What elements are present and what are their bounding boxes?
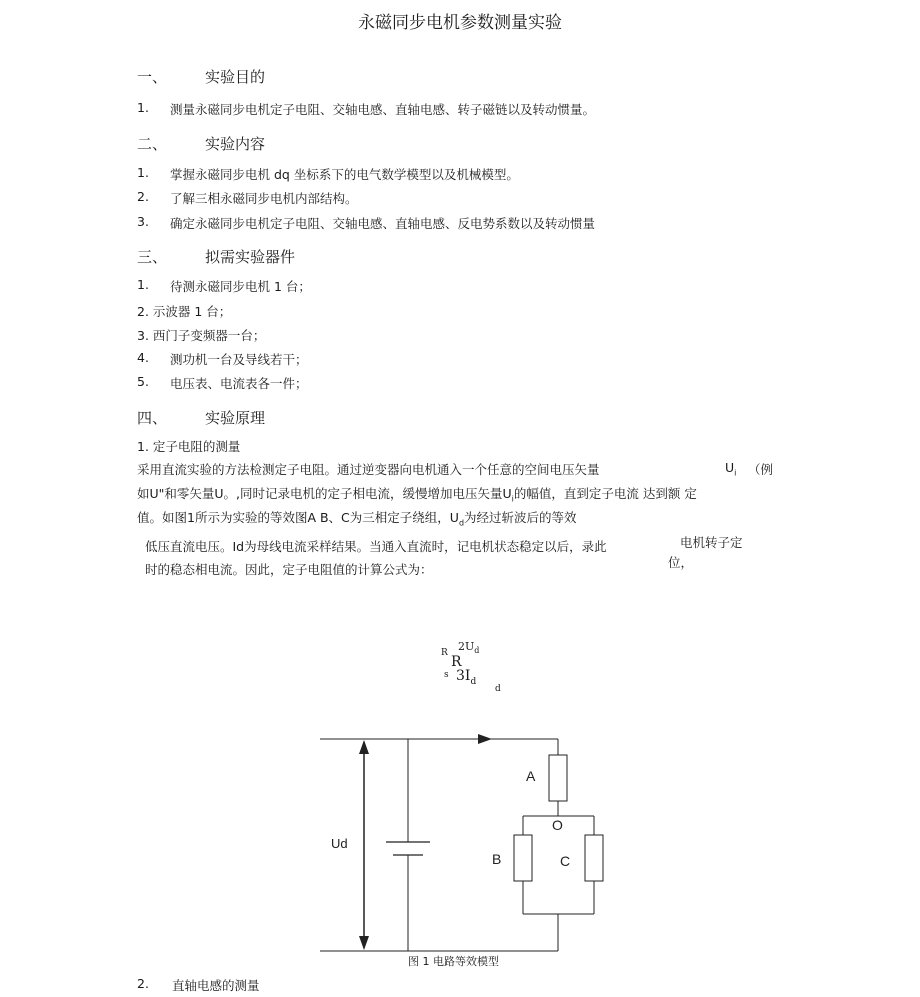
label-b: B <box>492 851 502 867</box>
formula-big-r: R <box>451 654 462 670</box>
section-3-item-4-number: 4. <box>137 350 149 365</box>
principle-line-3: 值。如图1所示为实验的等效图A B、C为三相定子绕组，$U_d$为经过斩波后的等效 <box>137 510 577 528</box>
subsection-2-number: 2. <box>137 976 149 991</box>
section-1-item-1-number: 1. <box>137 100 149 115</box>
section-2-item-1-text: 掌握永磁同步电机 dq 坐标系下的电气数学模型以及机械模型。 <box>170 167 519 182</box>
winding-a <box>549 755 567 801</box>
section-3-title: 拟需实验器件 <box>205 248 296 266</box>
principle-line-1-symbol: $U_i$ <box>725 460 737 478</box>
label-ud: Ud <box>331 836 348 851</box>
principle-line-2: 如U"和零矢量U。,同时记录电机的定子相电流，缓慢增加电压矢量$U_i$的幅值，直到定子电流 达到额 定 <box>137 486 697 504</box>
section-3-item-3-text: 3. 西门子变频器一台； <box>137 328 266 343</box>
current-arrow-icon <box>478 734 492 744</box>
section-3-item-5-text: 电压表、电流表各一件； <box>170 376 308 391</box>
principle-line-1: 采用直流实验的方法检测定子电阻。通过逆变器向电机通入一个任意的空间电压矢量 <box>137 462 600 477</box>
label-a: A <box>526 768 536 784</box>
label-o: O <box>552 817 563 833</box>
voltage-arrow-down-icon <box>359 936 369 950</box>
formula-s-small: s <box>444 670 449 680</box>
principle-line-4: 低压直流电压。Id为母线电流采样结果。当通入直流时，记电机状态稳定以后，录此 <box>145 539 607 554</box>
principle-line-5: 时的稳态相电流。因此，定子电阻值的计算公式为： <box>145 562 433 577</box>
figure-caption: 图 1 电路等效模型 <box>408 955 499 968</box>
section-3-number: 三、 <box>137 248 168 266</box>
section-2-item-3-text: 确定永磁同步电机定子电阻、交轴电感、直轴电感、反电势系数以及转动惯量 <box>170 216 596 231</box>
principle-line-1-tail: （例 <box>748 462 774 477</box>
winding-c <box>585 835 603 881</box>
section-3-item-5-number: 5. <box>137 374 149 389</box>
section-3-item-1-number: 1. <box>137 277 149 292</box>
winding-b <box>514 835 532 881</box>
section-3-item-4-text: 测功机一台及导线若干； <box>170 352 308 367</box>
formula-denominator: $3I_d$ <box>456 668 477 687</box>
label-c: C <box>560 853 571 869</box>
section-2-item-3-number: 3. <box>137 214 149 229</box>
subsection-2-title: 直轴电感的测量 <box>172 978 260 993</box>
section-2-number: 二、 <box>137 135 168 153</box>
principle-line-5-right: 位， <box>668 555 694 570</box>
section-4-number: 四、 <box>137 409 168 427</box>
section-1-title: 实验目的 <box>205 68 266 86</box>
document-title: 永磁同步电机参数测量实验 <box>358 13 562 33</box>
principle-line-4-right: 电机转子定 <box>680 535 743 550</box>
voltage-arrow-up-icon <box>359 740 369 754</box>
subsection-1-title: 1. 定子电阻的测量 <box>137 439 241 454</box>
section-4-title: 实验原理 <box>205 409 266 427</box>
section-1-number: 一、 <box>137 68 168 86</box>
section-2-title: 实验内容 <box>205 135 266 153</box>
section-3-item-2-text: 2. 示波器 1 台； <box>137 304 232 319</box>
formula-far-sub: d <box>495 684 501 694</box>
section-2-item-2-text: 了解三相永磁同步电机内部结构。 <box>170 191 358 206</box>
formula-numerator: $2U_d$ <box>458 640 480 656</box>
section-3-item-1-text: 待测永磁同步电机 1 台； <box>170 279 311 294</box>
section-1-item-1-text: 测量永磁同步电机定子电阻、交轴电感、直轴电感、转子磁链以及转动惯量。 <box>170 102 596 117</box>
formula-r-small: R <box>441 648 448 658</box>
section-2-item-2-number: 2. <box>137 189 149 204</box>
section-2-item-1-number: 1. <box>137 165 149 180</box>
